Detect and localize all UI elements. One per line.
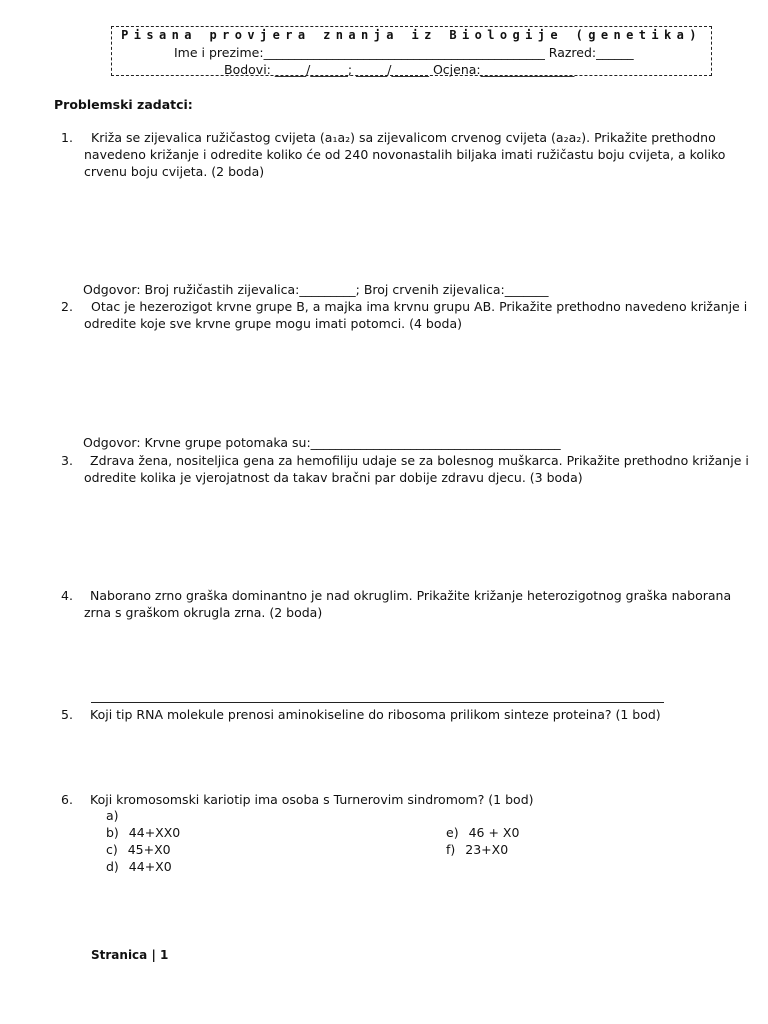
question-text-line: Koji kromosomski kariotip ima osoba s Turnerovim sindromom? (1 bod) xyxy=(90,792,534,807)
question-number: 2. xyxy=(61,299,73,314)
question-text-line: Koji tip RNA molekule prenosi aminokiseline do ribosoma prilikom sinteze proteina? (1 bod) xyxy=(90,707,661,722)
option-label: f) xyxy=(446,842,456,857)
question-number: 5. xyxy=(61,707,73,722)
answer-line-2: Odgovor: Krvne grupe potomaka su:________________________________________ xyxy=(83,435,561,450)
question-text-line: Križa se zijevalica ružičastog cvijeta (a₁a₂) sa zijevalicom crvenog cvijeta (a₂a₂). Prikažite prethodno xyxy=(91,130,716,145)
option-value: 45+X0 xyxy=(127,842,171,857)
page-footer: Stranica | 1 xyxy=(91,948,169,962)
question-text-line: Naborano zrno graška dominantno je nad okruglim. Prikažite križanje heterozigotnog graška naborana xyxy=(90,588,732,603)
option-d xyxy=(106,859,172,874)
name-class-line: Ime i prezime:_____________________________________________ Razred:______ xyxy=(174,45,634,60)
question-text-line: crvenu boju cvijeta. (2 boda) xyxy=(84,164,265,179)
section-title: Problemski zadatci: xyxy=(54,97,193,112)
option-a xyxy=(106,808,129,823)
option-e xyxy=(446,825,519,840)
option-f xyxy=(446,842,508,857)
option-c xyxy=(106,842,171,857)
option-label: d) xyxy=(106,859,119,874)
option-label: a) xyxy=(106,808,119,823)
question-number: 1. xyxy=(61,130,73,145)
option-value: 44+X0 xyxy=(128,859,172,874)
question-number: 4. xyxy=(61,588,73,603)
question-text-line: odredite koje sve krvne grupe mogu imati potomci. (4 boda) xyxy=(84,316,462,331)
option-label: b) xyxy=(106,825,119,840)
option-value: 23+X0 xyxy=(465,842,509,857)
option-value: 46 + X0 xyxy=(468,825,520,840)
exam-title: Pisana provjera znanja iz Biologije (genetika) xyxy=(121,28,702,42)
option-b xyxy=(106,825,180,840)
question-text-line: odredite kolika je vjerojatnost da takav bračni par dobije zdravu djecu. (3 boda) xyxy=(84,470,583,485)
points-grade-line: Bodovi: _____/______; _____/______ Ocjena:_______________ xyxy=(224,62,575,77)
question-text-line: Zdrava žena, nositeljica gena za hemofiliju udaje se za bolesnog muškarca. Prikažite prethodno križanje i xyxy=(90,453,749,468)
answer-line-1: Odgovor: Broj ružičastih zijevalica:_________; Broj crvenih zijevalica:_______ xyxy=(83,282,549,297)
question-number: 3. xyxy=(61,453,73,468)
header-box xyxy=(111,26,712,76)
answer-blank-line xyxy=(91,702,664,703)
question-text-line: navedeno križanje i odredite koliko će od 240 novonastalih biljaka imati ružičastu boju cvijeta, a koliko xyxy=(84,147,726,162)
question-text-line: Otac je hezerozigot krvne grupe B, a majka ima krvnu grupu AB. Prikažite prethodno navedeno križanje i xyxy=(91,299,748,314)
option-label: e) xyxy=(446,825,459,840)
question-text-line: zrna s graškom okrugla zrna. (2 boda) xyxy=(84,605,323,620)
option-label: c) xyxy=(106,842,118,857)
question-number: 6. xyxy=(61,792,73,807)
option-value: 44+XX0 xyxy=(128,825,181,840)
